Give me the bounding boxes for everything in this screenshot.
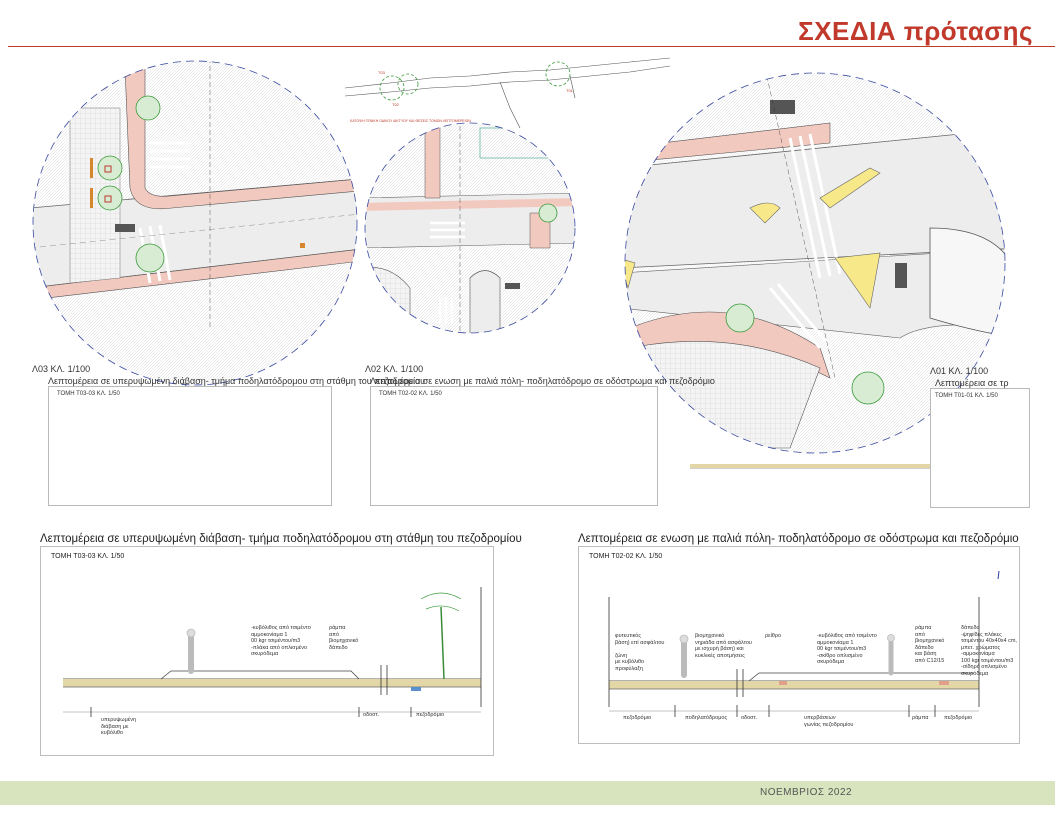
small-section-caption-right: Λεπτομέρεια σε τρ	[935, 378, 1009, 388]
note-planter: φυτευτικός βάση) επί ασφάλτου ζώνη με κυβόλιθο προφύλαξη	[615, 633, 665, 672]
note-ramp-left: ράμπα από βιομηχανικό δάπεδο	[329, 625, 359, 651]
key-map	[345, 58, 670, 128]
label-corner-extension: υπερβάσεων γωνίας πεζοδρομίου	[804, 715, 854, 728]
note-bike-lane: βιομηχανικό νηριάδα από ασφάλτου με ισχυρή βάση) και κυκλικές αποτμήσεις	[695, 633, 752, 659]
note-paving-right: -κυβόλιθος από τσιμέντο αμμοκονίαμα 1 00 kgr τσιμέντου/m3 -σκίθρο οπλισμένο σκυρόδεμα	[817, 633, 877, 665]
label-ramp: ράμπα	[912, 715, 929, 721]
svg-text:Τ02: Τ02	[392, 102, 399, 107]
plan-detail-l02	[360, 118, 580, 338]
label-sidewalk-2: πεζοδρόμιο	[944, 715, 973, 721]
footer-date: ΝΟΕΜΒΡΙΟΣ 2022	[760, 787, 853, 798]
small-section-frame-left: ΤΟΜΗ Τ03-03 ΚΛ. 1/50	[48, 386, 332, 506]
note-ramp-right: ράμπα από βιομηχανικό δάπεδο και βάση από C12/15	[915, 625, 945, 664]
section-frame-left	[40, 546, 494, 756]
small-section-frame-right: ΤΟΜΗ Τ01-01 ΚΛ. 1/50	[930, 388, 1030, 508]
section-tag-left: ΤΟΜΗ Τ03-03 ΚΛ. 1/50	[51, 553, 125, 560]
note-gutter: ρείθρο	[765, 633, 782, 639]
note-floor: δάπεδο -ψηφίδες πλάκες τσιμέντου 40x40x4 cm, μπετ. χρώματος -αμμοκονίαμα 100 kgr τσιμέντου/m3 -σίδηρό οπλισμένο σκυρόδεμα	[961, 625, 1017, 677]
svg-text:Τ01: Τ01	[566, 88, 573, 93]
section-caption-right: Λεπτομέρεια σε ενωση με παλιά πόλη- ποδηλατόδρομο σε οδόστρωμα και πεζοδρόμιο	[578, 533, 1019, 545]
page-title: ΣΧΕΔΙΑ πρότασης	[798, 16, 1033, 46]
svg-text:ΚΑΤΟΨΗ ΓΕΝΙΚΗ ΟΔΙΚΟΥ ΔΙΚΤΥΟΥ Κ: ΚΑΤΟΨΗ ΓΕΝΙΚΗ ΟΔΙΚΟΥ ΔΙΚΤΥΟΥ ΚΑΙ ΘΕΣΕΙΣ ΤΟΜΩΝ ΛΕΠΤΟΜΕΡΕΙΩΝ	[350, 119, 471, 123]
drawing-sheet	[30, 48, 1030, 518]
label-raised-crossing: υπερυψωμένη διάβαση με κυβόλιθο	[101, 717, 137, 736]
plan-label-l01: Λ01 ΚΛ. 1/100	[930, 366, 989, 376]
label-bikeway: ποδηλατόδρομος	[685, 715, 728, 721]
small-section-caption-left: Λεπτομέρεια σε υπερυψωμένη διάβαση- τμήμα ποδηλατόδρομου στη στάθμη του πεζοδρομίου	[48, 376, 426, 386]
small-section-caption-mid: Λεπτομέρεια σε ενωση με παλιά πόλη- ποδηλατόδρομο σε οδόστρωμα και πεζοδρόμιο	[370, 376, 715, 386]
label-road-right: οδοστ.	[741, 715, 758, 721]
label-sidewalk-left: πεζοδρόμιο	[416, 712, 445, 718]
plan-label-l03: Λ03 ΚΛ. 1/100	[32, 364, 91, 374]
plan-detail-l03	[30, 48, 370, 388]
section-frame-right	[578, 546, 1020, 744]
label-road-left: οδοστ.	[363, 712, 380, 718]
plan-label-l02: Λ02 ΚΛ. 1/100	[365, 364, 424, 374]
label-sidewalk-1: πεζοδρόμιο	[623, 715, 652, 721]
svg-text:Τ03: Τ03	[378, 70, 385, 75]
section-caption-left: Λεπτομέρεια σε υπερυψωμένη διάβαση- τμήμα ποδηλατόδρομου στη στάθμη του πεζοδρομίου	[40, 533, 522, 545]
header-divider	[8, 46, 1055, 47]
section-tag-right: ΤΟΜΗ Τ02-02 ΚΛ. 1/50	[589, 553, 663, 560]
note-paving-left: -κυβόλιθος από τσιμέντο αμμοκονίαμα 1 00 kgr τσιμέντου/m3 -πλάκα από οπλισμένο σκυρόδεμα	[251, 625, 311, 657]
small-section-frame-mid: ΤΟΜΗ Τ02-02 ΚΛ. 1/50	[370, 386, 658, 506]
footer-bar	[0, 781, 1055, 805]
